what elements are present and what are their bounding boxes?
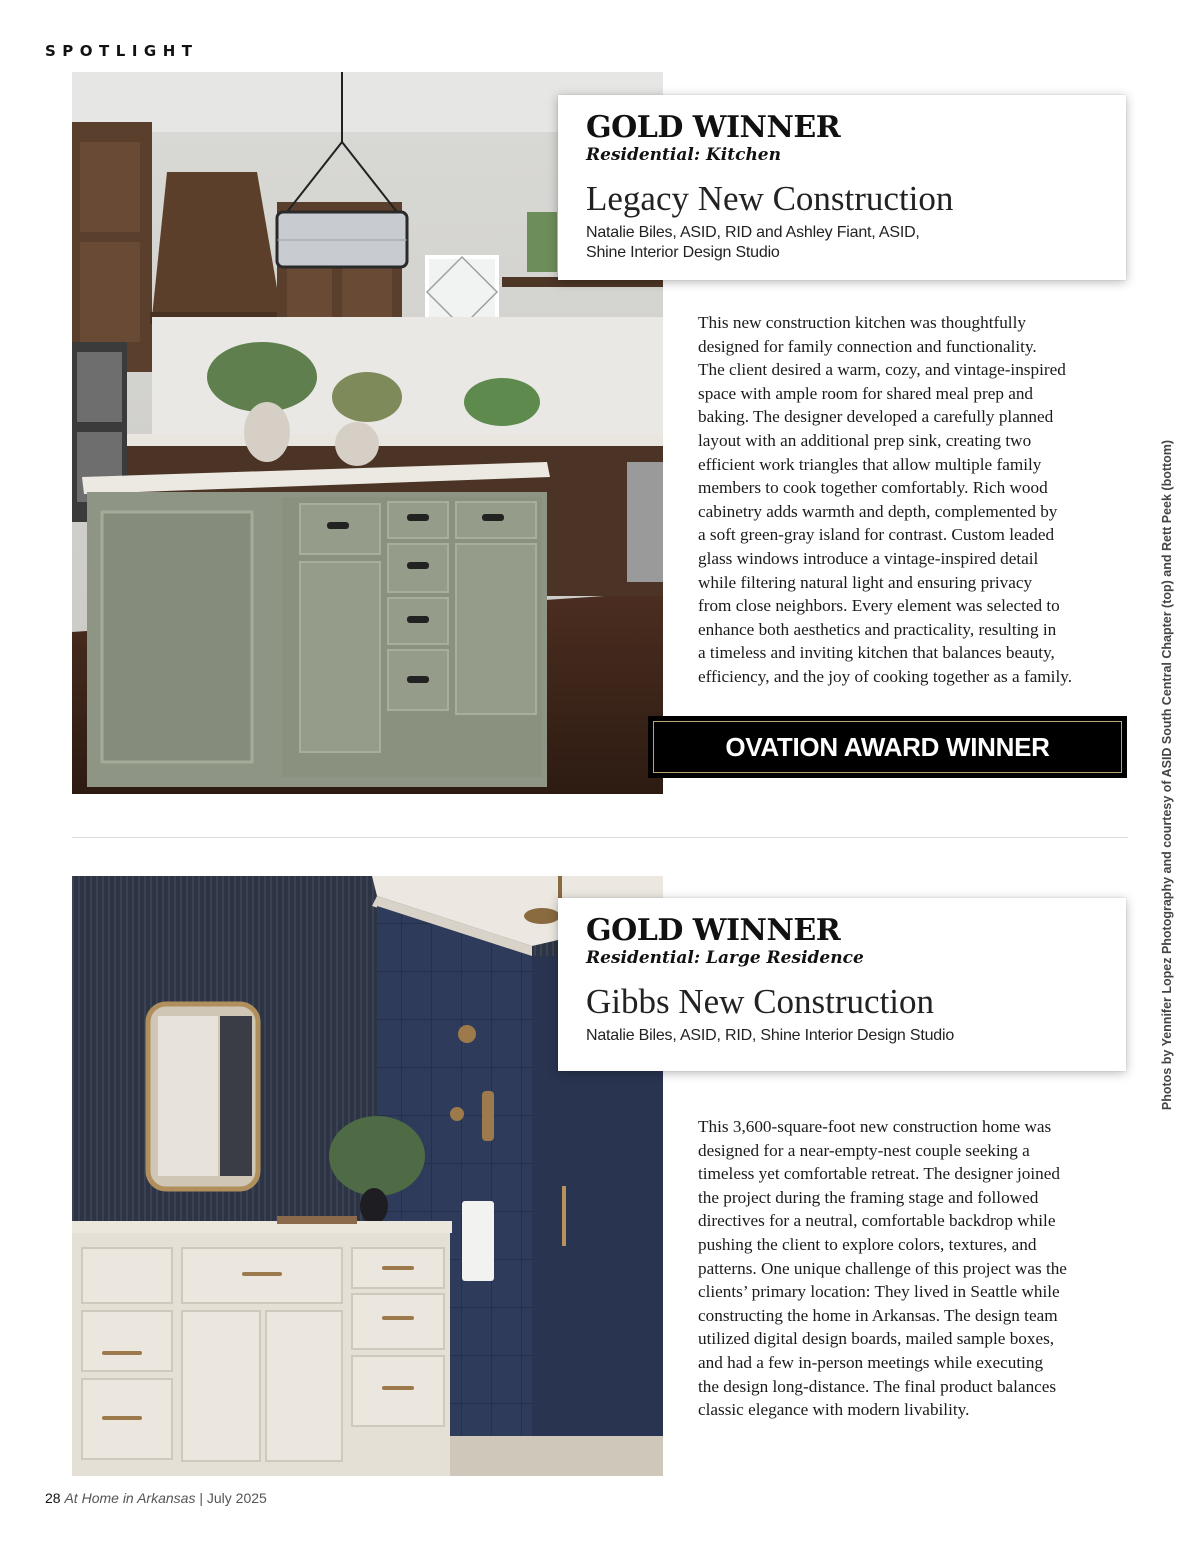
body-line: enhance both aesthetics and practicality, resulting in bbox=[698, 619, 1057, 639]
designer-credits bbox=[586, 223, 1098, 263]
kitchen-description bbox=[698, 311, 1128, 689]
magazine-name: At Home in Arkansas bbox=[64, 1490, 196, 1506]
body-line: classic elegance with modern livability. bbox=[698, 1400, 970, 1420]
body-line: and had a few in-person meetings while executing bbox=[698, 1352, 1044, 1372]
ovation-award-banner bbox=[648, 716, 1127, 778]
body-line: cabinetry adds warmth and depth, complemented by bbox=[698, 501, 1058, 521]
body-line: layout with an additional prep sink, creating two bbox=[698, 430, 1032, 450]
body-line: designed for family connection and functionality. bbox=[698, 336, 1037, 356]
body-line: a soft green-gray island for contrast. Custom leaded bbox=[698, 525, 1055, 545]
body-line: efficient work triangles that allow multiple family bbox=[698, 454, 1042, 474]
section-divider bbox=[72, 837, 1128, 838]
award-category: Residential: Large Residence bbox=[586, 948, 864, 968]
body-line: members to cook together comfortably. Rich wood bbox=[698, 478, 1048, 498]
body-line: baking. The designer developed a carefully planned bbox=[698, 407, 1054, 427]
body-line: the project during the framing stage and followed bbox=[698, 1187, 1039, 1207]
body-line: utilized digital design boards, mailed sample boxes, bbox=[698, 1329, 1055, 1349]
award-category: Residential: Kitchen bbox=[586, 145, 781, 165]
page-number: 28 bbox=[45, 1490, 61, 1506]
body-line: space with ample room for shared meal prep and bbox=[698, 383, 1034, 403]
award-title: GOLD WINNER bbox=[586, 110, 841, 145]
body-line: constructing the home in Arkansas. The design team bbox=[698, 1305, 1058, 1325]
residence-description bbox=[698, 1115, 1128, 1422]
folio-separator: | bbox=[195, 1490, 207, 1506]
body-line: This 3,600-square-foot new construction home was bbox=[698, 1117, 1052, 1136]
banner-text: OVATION AWARD WINNER bbox=[725, 731, 1050, 762]
section-label: SPOTLIGHT bbox=[45, 42, 199, 60]
designer-credit-line: Natalie Biles, ASID, RID, Shine Interior Design Studio bbox=[586, 1027, 955, 1044]
project-title: Legacy New Construction bbox=[586, 179, 954, 218]
body-line: while filtering natural light and ensuring privacy bbox=[698, 572, 1033, 592]
designer-credit-line: Natalie Biles, ASID, RID and Ashley Fiant, ASID, bbox=[586, 224, 920, 241]
body-line: designed for a near-empty-nest couple seeking a bbox=[698, 1140, 1030, 1160]
body-line: a timeless and inviting kitchen that balances beauty, bbox=[698, 643, 1055, 663]
designer-credit-line: Shine Interior Design Studio bbox=[586, 244, 780, 261]
body-line: efficiency, and the joy of cooking together as a family. bbox=[698, 666, 1073, 686]
photo-credit-text: Photos by Yennifer Lopez Photography and courtesy of ASID South Central Chapter (top) and Rett Peek (bottom) bbox=[1160, 439, 1174, 1111]
award-card-kitchen bbox=[558, 95, 1126, 280]
body-line: clients’ primary location: They lived in Seattle while bbox=[698, 1282, 1060, 1302]
award-title: GOLD WINNER bbox=[586, 913, 841, 948]
award-card-residence bbox=[558, 898, 1126, 1071]
page-folio bbox=[45, 1490, 267, 1506]
body-line: the design long-distance. The final product balances bbox=[698, 1376, 1057, 1396]
body-line: from close neighbors. Every element was selected to bbox=[698, 596, 1060, 616]
body-line: timeless yet comfortable retreat. The designer joined bbox=[698, 1164, 1060, 1184]
body-line: The client desired a warm, cozy, and vintage-inspired bbox=[698, 360, 1066, 380]
issue-date: July 2025 bbox=[206, 1490, 267, 1506]
body-line: This new construction kitchen was thoughtfully bbox=[698, 313, 1026, 332]
body-line: pushing the client to explore colors, textures, and bbox=[698, 1234, 1037, 1254]
designer-credits bbox=[586, 1026, 1098, 1046]
project-title: Gibbs New Construction bbox=[586, 982, 935, 1021]
body-line: patterns. One unique challenge of this project was the bbox=[698, 1258, 1067, 1278]
body-line: directives for a neutral, comfortable backdrop while bbox=[698, 1211, 1056, 1231]
photo-credit bbox=[1159, 440, 1175, 1110]
body-line: glass windows introduce a vintage-inspired detail bbox=[698, 548, 1039, 568]
